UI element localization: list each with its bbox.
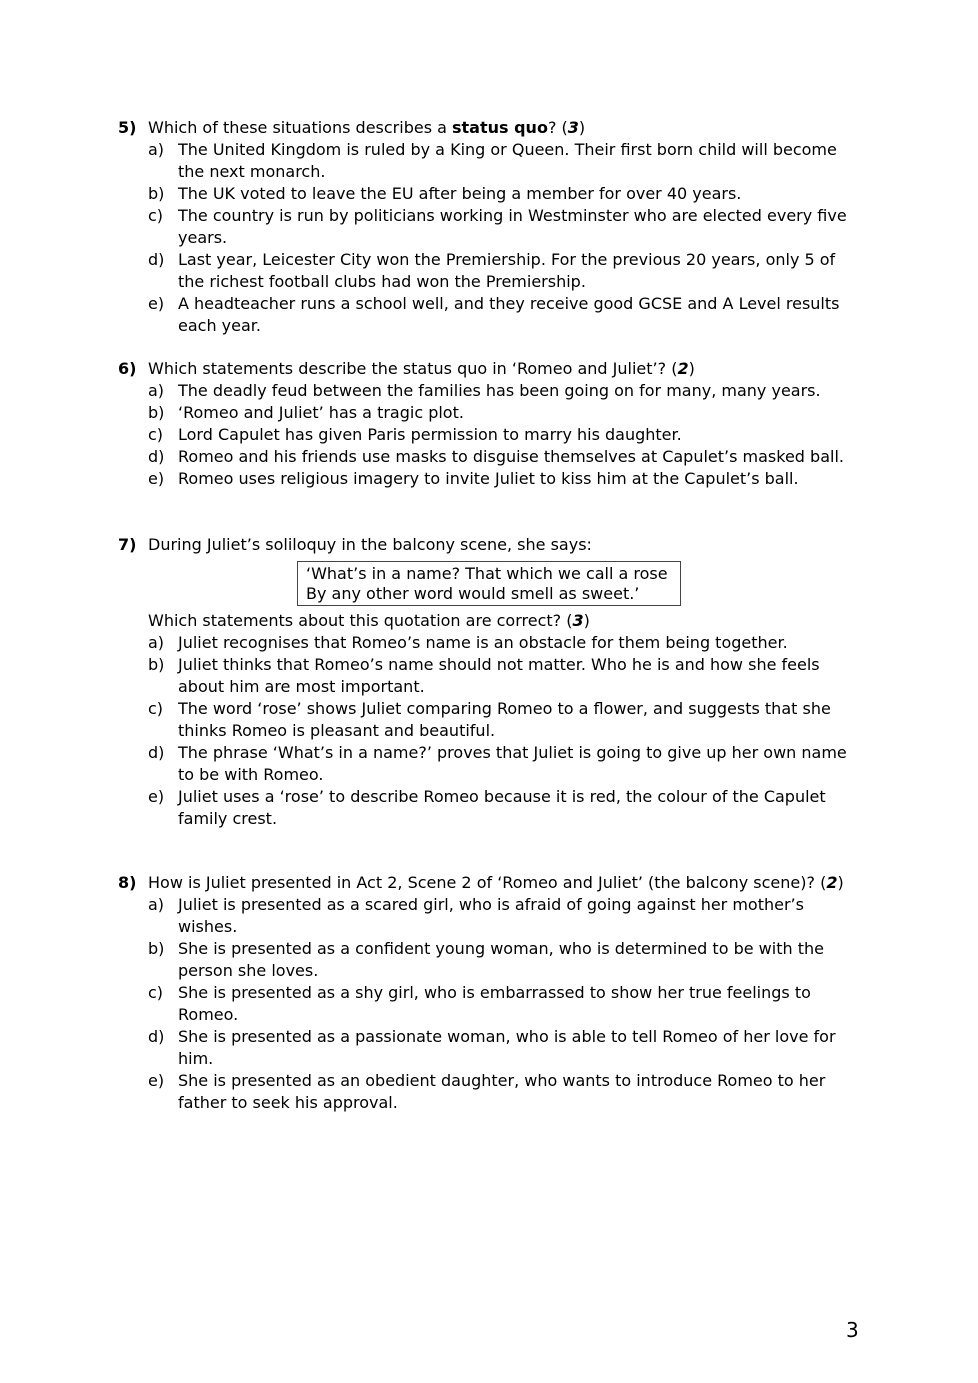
question-7: [118, 534, 863, 830]
question-stem: Which statements describe the status quo in ‘Romeo and Juliet’? (2): [148, 359, 695, 378]
option-a: a) The United Kingdom is ruled by a King or Queen. Their first born child will become the next monarch.: [148, 140, 837, 181]
option-d: d) The phrase ‘What’s in a name?’ proves that Juliet is going to give up her own name to be with Romeo.: [148, 743, 847, 784]
option-e: e) Juliet uses a ‘rose’ to describe Romeo because it is red, the colour of the Capulet family crest.: [148, 787, 826, 828]
option-a: a) The deadly feud between the families has been going on for many, many years.: [148, 381, 821, 400]
option-a: a) Juliet recognises that Romeo’s name is an obstacle for them being together.: [148, 633, 788, 652]
option-c: c) The country is run by politicians working in Westminster who are elected every five years.: [148, 206, 847, 247]
question-5: [118, 117, 863, 337]
question-sub-stem: Which statements about this quotation are correct? (3): [148, 611, 590, 630]
option-c: c) Lord Capulet has given Paris permission to marry his daughter.: [148, 425, 682, 444]
option-c: c) The word ‘rose’ shows Juliet comparing Romeo to a flower, and suggests that she thinks Romeo is pleasant and beautiful.: [148, 699, 831, 740]
quotation-line-1: ‘What’s in a name? That which we call a rose: [306, 564, 668, 583]
option-d: d) Last year, Leicester City won the Premiership. For the previous 20 years, only 5 of the richest football clubs had won the Premiership.: [148, 250, 836, 291]
option-b: b) Juliet thinks that Romeo’s name should not matter. Who he is and how she feels about him are most important.: [148, 655, 820, 696]
question-stem: Which of these situations describes a status quo? (3): [148, 118, 586, 137]
question-number: 6): [118, 359, 137, 378]
question-number: 5): [118, 118, 137, 137]
question-stem: During Juliet’s soliloquy in the balcony scene, she says:: [148, 535, 592, 554]
option-a: a) Juliet is presented as a scared girl, who is afraid of going against her mother’s wishes.: [148, 895, 804, 936]
page-number: 3: [846, 1318, 859, 1342]
quotation-box: [297, 561, 681, 606]
option-d: d) Romeo and his friends use masks to disguise themselves at Capulet’s masked ball.: [148, 447, 844, 466]
option-b: b) The UK voted to leave the EU after being a member for over 40 years.: [148, 184, 742, 203]
option-e: e) A headteacher runs a school well, and they receive good GCSE and A Level results each year.: [148, 294, 840, 335]
option-e: e) She is presented as an obedient daughter, who wants to introduce Romeo to her father to seek his approval.: [148, 1071, 826, 1112]
option-b: b) ‘Romeo and Juliet’ has a tragic plot.: [148, 403, 464, 422]
option-c: c) She is presented as a shy girl, who is embarrassed to show her true feelings to Romeo.: [148, 983, 811, 1024]
option-b: b) She is presented as a confident young woman, who is determined to be with the person she loves.: [148, 939, 824, 980]
option-d: d) She is presented as a passionate woman, who is able to tell Romeo of her love for him.: [148, 1027, 836, 1068]
quotation-line-2: By any other word would smell as sweet.’: [306, 584, 640, 603]
question-number: 8): [118, 873, 137, 892]
question-6: [118, 358, 863, 490]
question-stem: How is Juliet presented in Act 2, Scene 2 of ‘Romeo and Juliet’ (the balcony scene)? (2): [148, 873, 844, 892]
question-8: [118, 872, 863, 1114]
question-number: 7): [118, 535, 137, 554]
option-e: e) Romeo uses religious imagery to invite Juliet to kiss him at the Capulet’s ball.: [148, 469, 799, 488]
